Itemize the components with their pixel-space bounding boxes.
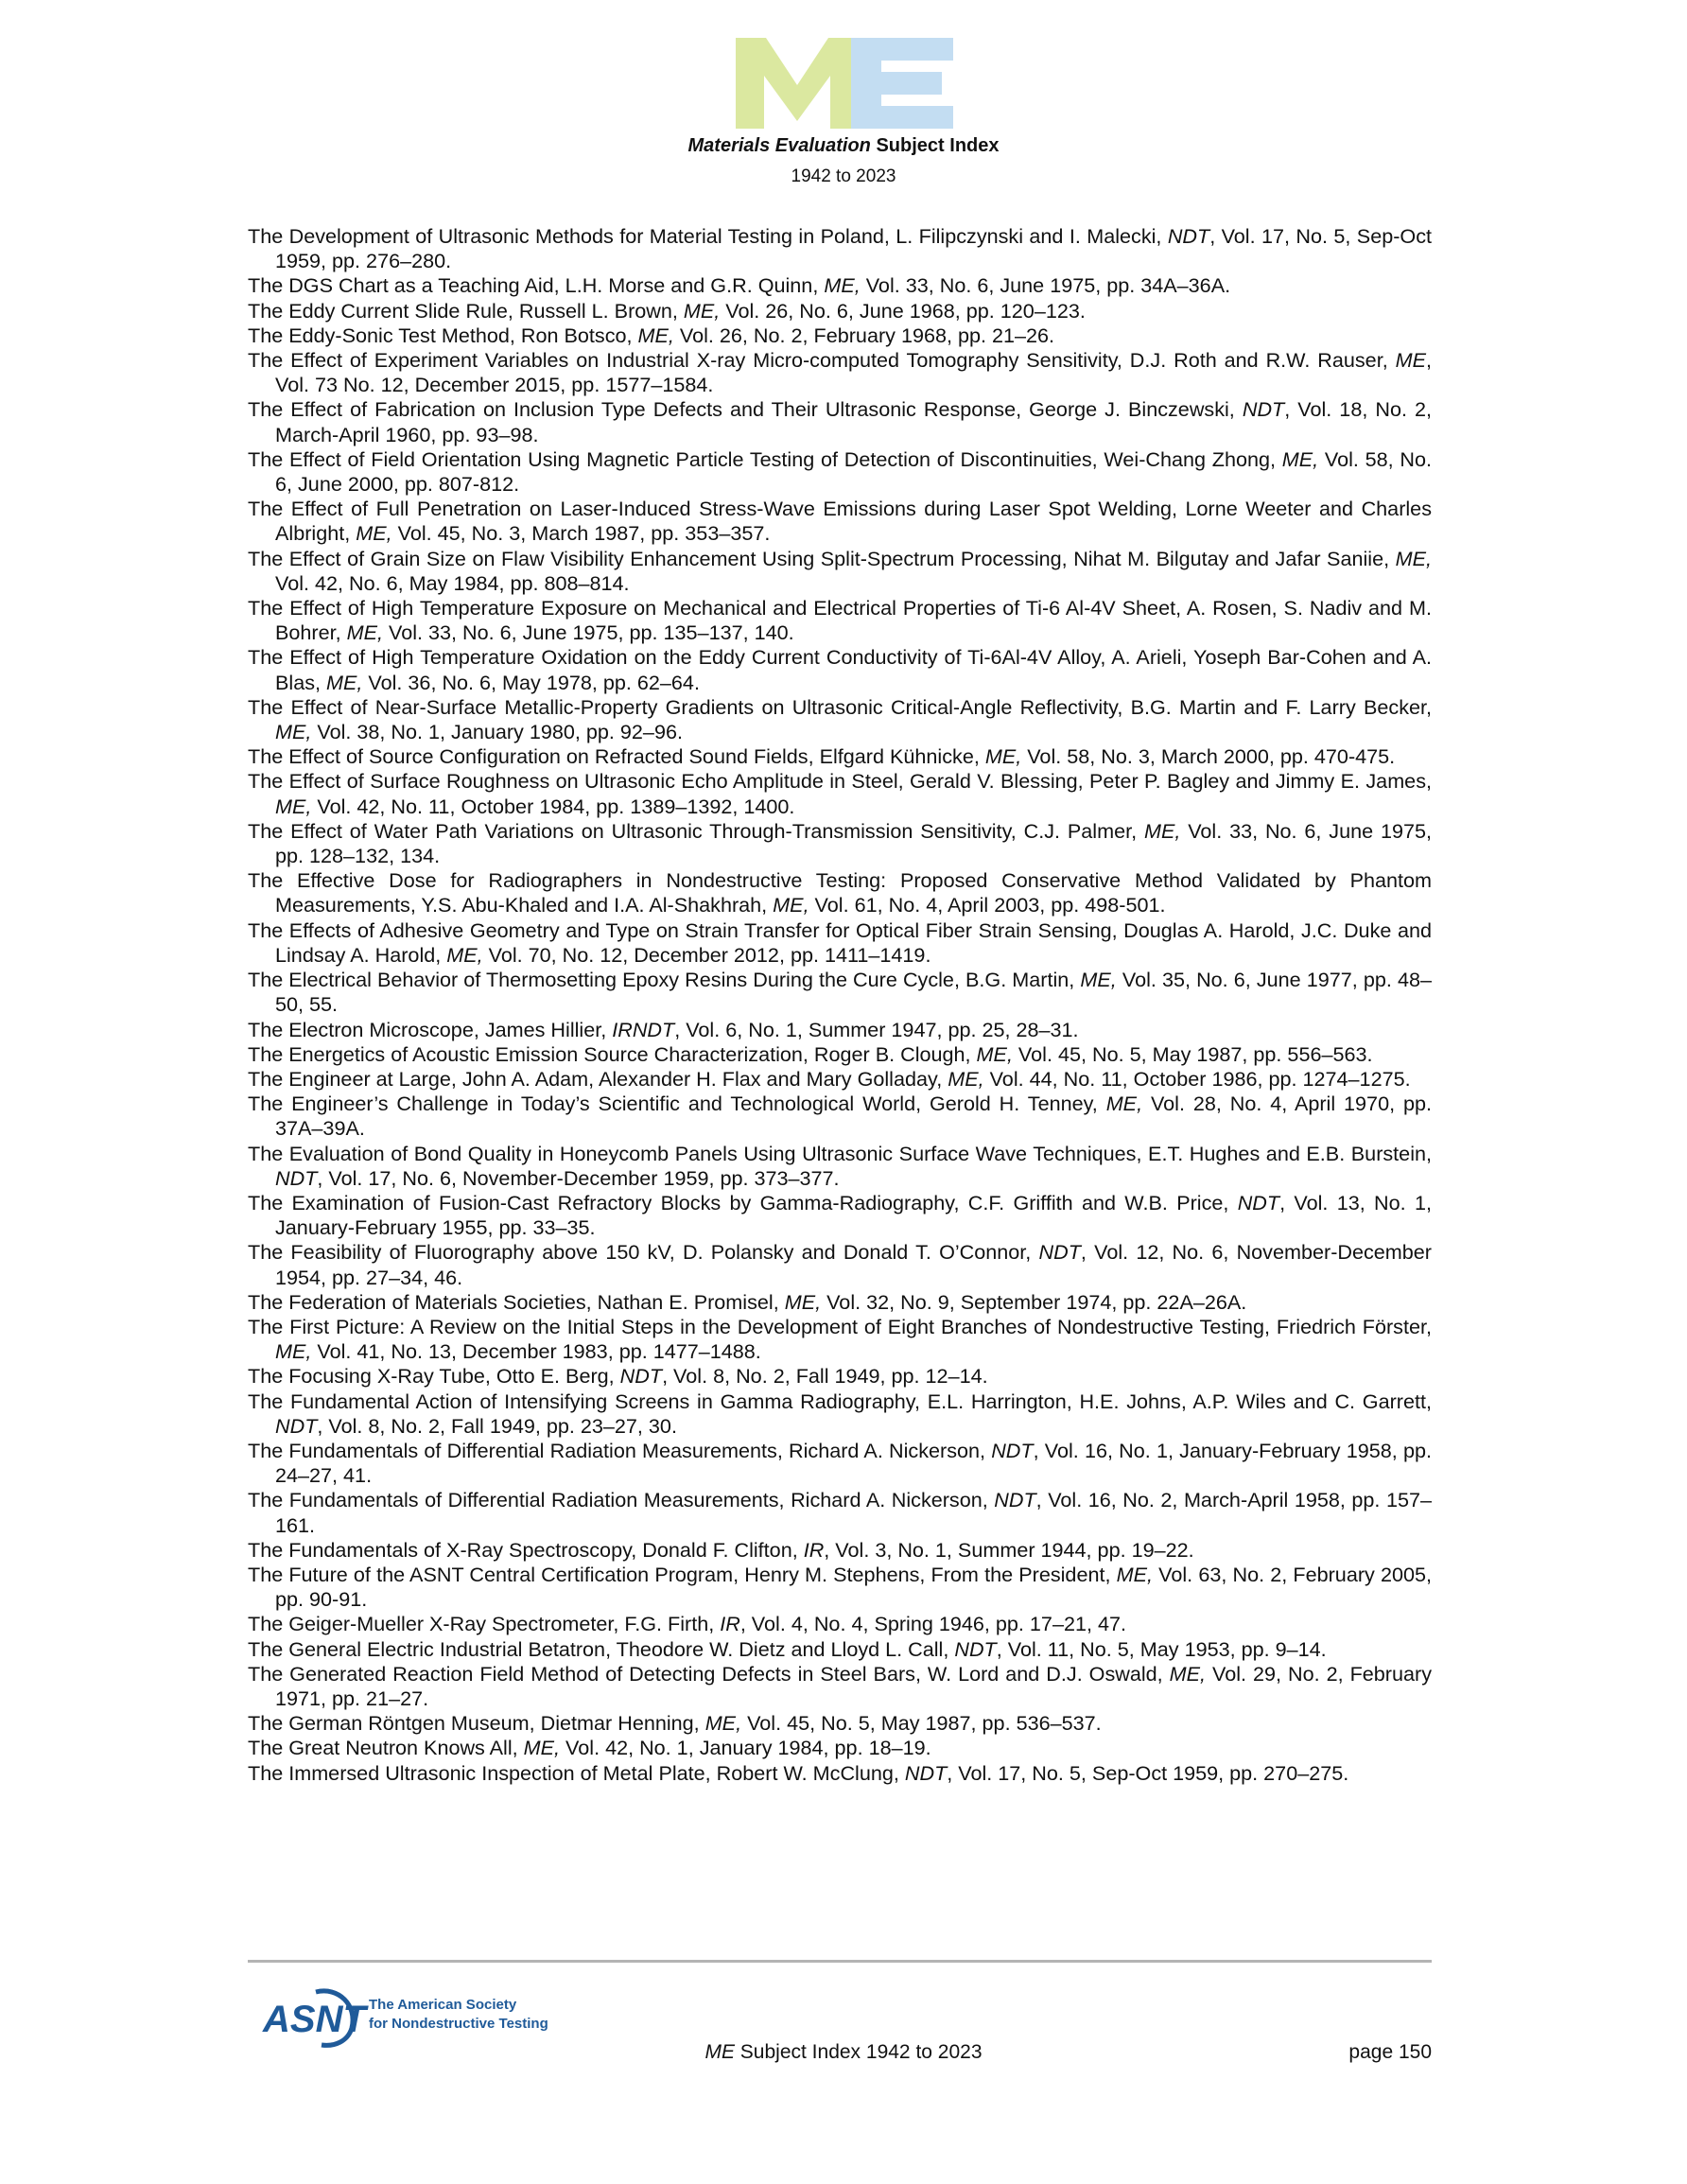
index-entry (248, 1364, 1432, 1389)
entry-title-authors: The Eddy Current Slide Rule, Russell L. Brown, (248, 298, 684, 323)
entry-details: Vol. 32, No. 9, September 1974, pp. 22A–26A. (821, 1289, 1247, 1314)
index-entry (248, 868, 1432, 917)
entry-title-authors: The Effect of High Temperature Exposure on Mechanical and Electrical Properties of Ti-6 Al-4V Sheet, A. Rosen, S. Nadiv and M. Bohrer, (248, 596, 1432, 645)
entry-title-authors: The Great Neutron Knows All, (248, 1736, 524, 1760)
entry-publication: ME, (1105, 1092, 1143, 1116)
entry-title-authors: The Effect of Near-Surface Metallic-Property Gradients on Ultrasonic Critical-Angle Reflectivity, B.G. Martin and F. Larry Becker, (248, 694, 1432, 719)
entry-publication: NDT (1242, 397, 1285, 422)
index-entry (248, 968, 1432, 1017)
entry-title-authors: The Fundamentals of Differential Radiation Measurements, Richard A. Nickerson, (248, 1488, 995, 1512)
index-entry (248, 224, 1432, 273)
entry-details: , Vol. 16, No. 2, March-April 1958, pp. 157–161. (275, 1488, 1432, 1537)
index-entry (248, 547, 1432, 596)
footer-title (0, 2041, 1687, 2064)
index-entry (248, 1612, 1432, 1636)
entry-details: Vol. 61, No. 4, April 2003, pp. 498-501. (809, 893, 1166, 917)
index-entry (248, 1538, 1432, 1563)
index-entry (248, 1092, 1432, 1141)
entry-publication: ME, (1116, 1562, 1154, 1586)
index-entry (248, 1142, 1432, 1191)
entry-details: Vol. 38, No. 1, January 1980, pp. 92–96. (311, 720, 683, 744)
entry-title-authors: The Geiger-Mueller X-Ray Spectrometer, F.G. Firth, (248, 1612, 721, 1636)
entry-publication: NDT (1038, 1240, 1081, 1265)
entry-title-authors: The Evaluation of Bond Quality in Honeycomb Panels Using Ultrasonic Surface Wave Techniques, E.T. Hughes and E.B. Burstein, (248, 1141, 1432, 1165)
me-logo (736, 38, 953, 129)
entry-details: Vol. 58, No. 3, March 2000, pp. 470-475. (1021, 744, 1396, 769)
entry-details: Vol. 28, No. 4, April 1970, pp. 37A–39A. (275, 1092, 1432, 1141)
entry-publication: ME, (1143, 818, 1181, 843)
entry-publication: IR (803, 1537, 825, 1562)
footer-title-rest: Subject Index 1942 to 2023 (734, 2041, 983, 2063)
entry-title-authors: The Engineer’s Challenge in Today’s Scientific and Technological World, Gerold H. Tenney, (248, 1092, 1106, 1116)
asnt-logo-line2: for Nondestructive Testing (369, 2016, 548, 2032)
entry-title-authors: The Future of the ASNT Central Certification Program, Henry M. Stephens, From the President, (248, 1562, 1117, 1586)
entry-title-authors: The Generated Reaction Field Method of Detecting Defects in Steel Bars, W. Lord and D.J. Oswald, (248, 1661, 1170, 1686)
entry-publication: ME, (1080, 968, 1117, 992)
index-entry (248, 1191, 1432, 1240)
entry-publication: NDT (1167, 224, 1210, 248)
entry-details: , Vol. 8, No. 2, Fall 1949, pp. 12–14. (662, 1364, 988, 1389)
entry-title-authors: The Federation of Materials Societies, Nathan E. Promisel, (248, 1289, 785, 1314)
header-title (0, 135, 1687, 157)
index-entry (248, 645, 1432, 694)
entry-title-authors: The Effect of Fabrication on Inclusion Type Defects and Their Ultrasonic Response, George J. Binczewski, (248, 397, 1243, 422)
entry-publication: ME, (683, 298, 721, 323)
entry-details: Vol. 41, No. 13, December 1983, pp. 1477–1488. (311, 1339, 761, 1364)
entry-title-authors: The Effect of Source Configuration on Refracted Sound Fields, Elfgard Kühnicke, (248, 744, 985, 769)
index-entry (248, 397, 1432, 446)
entry-title-authors: The Eddy-Sonic Test Method, Ron Botsco, (248, 323, 638, 347)
entry-title-authors: The DGS Chart as a Teaching Aid, L.H. Morse and G.R. Quinn, (248, 273, 825, 298)
entry-title-authors: The Effect of Field Orientation Using Magnetic Particle Testing of Detection of Discontinuities, Wei-Chang Zhong, (248, 446, 1282, 471)
entry-title-authors: The General Electric Industrial Betatron, Theodore W. Dietz and Lloyd L. Call, (248, 1636, 955, 1661)
entry-publication: ME, (984, 744, 1022, 769)
entry-title-authors: The Effect of Grain Size on Flaw Visibility Enhancement Using Split-Spectrum Processing, Nihat M. Bilgutay and Jafar Saniie, (248, 546, 1396, 570)
entry-publication: NDT (994, 1488, 1036, 1512)
entry-publication: NDT (991, 1438, 1034, 1462)
index-entry (248, 1662, 1432, 1711)
entry-title-authors: The Effect of Full Penetration on Laser-Induced Stress-Wave Emissions during Laser Spot Welding, Lorne Weeter and Charles Albright, (248, 497, 1432, 546)
entry-details: , Vol. 18, No. 2, March-April 1960, pp. 93–98. (275, 397, 1432, 446)
entry-publication: ME, (976, 1041, 1013, 1066)
index-entry (248, 596, 1432, 645)
index-entry (248, 323, 1432, 348)
entry-details: , Vol. 17, No. 6, November-December 1959, pp. 373–377. (317, 1165, 840, 1190)
entry-title-authors: The Engineer at Large, John A. Adam, Alexander H. Flax and Mary Golladay, (248, 1066, 948, 1091)
entry-details: Vol. 33, No. 6, June 1975, pp. 128–132, 134. (275, 818, 1432, 868)
index-entry (248, 1315, 1432, 1364)
index-entry (248, 1761, 1432, 1786)
entry-publication: ME, (275, 794, 312, 818)
entry-title-authors: The Focusing X-Ray Tube, Otto E. Berg, (248, 1364, 620, 1389)
entry-details: Vol. 45, No. 3, March 1987, pp. 353–357. (391, 521, 771, 546)
entry-details: , Vol. 17, No. 5, Sep-Oct 1959, pp. 270–275. (947, 1760, 1349, 1785)
entry-details: , Vol. 13, No. 1, January-February 1955, pp. 33–35. (275, 1190, 1432, 1240)
index-entry (248, 1736, 1432, 1760)
me-logo-e (851, 38, 953, 129)
asnt-logo-mark: ASNT (263, 1999, 366, 2040)
entry-title-authors: The Effect of Experiment Variables on Industrial X-ray Micro-computed Tomography Sensitivity, D.J. Roth and R.W. Rauser, (248, 348, 1396, 373)
entry-publication: ME, (637, 323, 674, 347)
entry-title-authors: The Effect of High Temperature Oxidation on the Eddy Current Conductivity of Ti-6Al-4V Alloy, A. Arieli, Yoseph Bar-Cohen and A. Blas, (248, 645, 1432, 694)
index-entry (248, 1042, 1432, 1067)
entry-details: Vol. 44, No. 11, October 1986, pp. 1274–1275. (983, 1066, 1411, 1091)
entry-title-authors: The Development of Ultrasonic Methods for Material Testing in Poland, L. Filipczynski and I. Malecki, (248, 224, 1168, 248)
entry-details: , Vol. 16, No. 1, January-February 1958, pp. 24–27, 41. (275, 1438, 1432, 1488)
header-title-rest: Subject Index (870, 135, 1000, 156)
entry-details: , Vol. 17, No. 5, Sep-Oct 1959, pp. 276–280. (275, 224, 1433, 273)
entry-publication: ME, (773, 893, 809, 917)
entry-publication: ME, (824, 273, 861, 298)
entry-details: Vol. 63, No. 2, February 2005, pp. 90-91. (275, 1562, 1432, 1612)
me-logo-m (736, 38, 859, 129)
entry-title-authors: The Effective Dose for Radiographers in Nondestructive Testing: Proposed Conservative Method Validated by Phantom Measurements, Y.S. Abu-Khaled and I.A. Al-Shakhrah, (248, 868, 1432, 917)
entry-publication: ME, (704, 1711, 742, 1736)
entry-publication: ME, (356, 521, 392, 546)
index-entry (248, 769, 1432, 818)
index-entry (248, 695, 1432, 744)
index-entry (248, 1711, 1432, 1736)
entry-title-authors: The Fundamental Action of Intensifying Screens in Gamma Radiography, E.L. Harrington, H.E. Johns, A.P. Wiles and C. Garrett, (248, 1389, 1432, 1413)
entry-title-authors: The First Picture: A Review on the Initial Steps in the Development of Eight Branches of Nondestructive Testing, Friedrich Förster, (248, 1314, 1432, 1338)
footer-divider (248, 1960, 1432, 1963)
entry-details: Vol. 26, No. 2, February 1968, pp. 21–26. (673, 323, 1055, 347)
entry-title-authors: The Effects of Adhesive Geometry and Type on Strain Transfer for Optical Fiber Strain Sensing, Douglas A. Harold, J.C. Duke and Lindsay A. Harold, (248, 917, 1432, 967)
index-entry (248, 744, 1432, 769)
entry-publication: ME, (523, 1736, 561, 1760)
entry-publication: ME (1395, 348, 1426, 373)
entry-publication: ME, (1281, 446, 1319, 471)
index-entry (248, 819, 1432, 868)
index-entry (248, 1439, 1432, 1488)
entry-details: Vol. 45, No. 5, May 1987, pp. 556–563. (1012, 1041, 1373, 1066)
entry-title-authors: The Fundamentals of Differential Radiation Measurements, Richard A. Nickerson, (248, 1438, 992, 1462)
entry-title-authors: The Immersed Ultrasonic Inspection of Metal Plate, Robert W. McClung, (248, 1760, 905, 1785)
entry-details: Vol. 29, No. 2, February 1971, pp. 21–27. (275, 1661, 1432, 1710)
entry-details: Vol. 42, No. 11, October 1984, pp. 1389–1392, 1400. (311, 794, 795, 818)
entry-details: Vol. 42, No. 1, January 1984, pp. 18–19. (560, 1736, 931, 1760)
index-entry (248, 1488, 1432, 1537)
entry-publication: ME, (1395, 546, 1432, 570)
index-entry (248, 1563, 1432, 1612)
entry-publication: ME, (446, 942, 483, 967)
index-entry (248, 1067, 1432, 1092)
entry-details: Vol. 33, No. 6, June 1975, pp. 34A–36A. (860, 273, 1231, 298)
entry-details: , Vol. 6, No. 1, Summer 1947, pp. 25, 28–31. (674, 1017, 1079, 1041)
entry-title-authors: The Effect of Surface Roughness on Ultrasonic Echo Amplitude in Steel, Gerald V. Blessing, Peter P. Bagley and Jimmy E. James, (248, 769, 1432, 794)
index-entry (248, 1637, 1432, 1662)
entry-details: Vol. 36, No. 6, May 1978, pp. 62–64. (362, 670, 700, 694)
index-entry (248, 299, 1432, 323)
entry-publication: ME, (275, 1339, 312, 1364)
entry-details: Vol. 33, No. 6, June 1975, pp. 135–137, 140. (383, 620, 794, 645)
entry-title-authors: The Feasibility of Fluorography above 150 kV, D. Polansky and Donald T. O’Connor, (248, 1240, 1039, 1265)
entry-title-authors: The Electron Microscope, James Hillier, (248, 1017, 613, 1041)
entry-title-authors: The Effect of Water Path Variations on Ultrasonic Through-Transmission Sensitivity, C.J. Palmer, (248, 818, 1144, 843)
entry-publication: NDT (954, 1636, 997, 1661)
entry-details: , Vol. 3, No. 1, Summer 1944, pp. 19–22. (824, 1537, 1194, 1562)
entry-title-authors: The Energetics of Acoustic Emission Source Characterization, Roger B. Clough, (248, 1041, 977, 1066)
entry-publication: NDT (275, 1413, 318, 1438)
entry-details: , Vol. 4, No. 4, Spring 1946, pp. 17–21, 47. (739, 1612, 1126, 1636)
entry-details: , Vol. 12, No. 6, November-December 1954, pp. 27–34, 46. (275, 1240, 1432, 1289)
entry-publication: ME, (275, 720, 312, 744)
entry-details: Vol. 26, No. 6, June 1968, pp. 120–123. (720, 298, 1086, 323)
index-entry (248, 497, 1432, 546)
entry-details: , Vol. 11, No. 5, May 1953, pp. 9–14. (996, 1636, 1327, 1661)
header-title-italic: Materials Evaluation (687, 135, 871, 156)
index-entry (248, 273, 1432, 298)
asnt-logo (259, 1984, 548, 2049)
entry-publication: NDT (619, 1364, 663, 1389)
page-number: page 150 (1348, 2041, 1432, 2063)
entry-details: Vol. 70, No. 12, December 2012, pp. 1411–1419. (482, 942, 931, 967)
index-entry (248, 1018, 1432, 1042)
index-entries (248, 224, 1432, 1786)
entry-details: Vol. 45, No. 5, May 1987, pp. 536–537. (741, 1711, 1102, 1736)
entry-details: Vol. 35, No. 6, June 1977, pp. 48–50, 55. (275, 968, 1432, 1017)
index-entry (248, 1240, 1432, 1289)
entry-details: , Vol. 8, No. 2, Fall 1949, pp. 23–27, 30. (317, 1413, 677, 1438)
index-entry (248, 348, 1432, 397)
entry-publication: NDT (904, 1760, 948, 1785)
entry-publication: ME, (326, 670, 363, 694)
asnt-logo-line1: The American Society (369, 1997, 517, 2013)
footer-title-italic: ME (704, 2041, 735, 2063)
entry-details: , Vol. 73 No. 12, December 2015, pp. 1577–1584. (275, 348, 1432, 397)
entry-publication: ME, (346, 620, 384, 645)
entry-title-authors: The Fundamentals of X-Ray Spectroscopy, Donald F. Clifton, (248, 1537, 804, 1562)
entry-publication: ME, (948, 1066, 984, 1091)
entry-publication: IR (720, 1612, 740, 1636)
header-years: 1942 to 2023 (791, 166, 896, 186)
entry-publication: NDT (1237, 1190, 1280, 1214)
index-entry (248, 1290, 1432, 1315)
index-entry (248, 447, 1432, 497)
entry-title-authors: The Examination of Fusion-Cast Refractory Blocks by Gamma-Radiography, C.F. Griffith and W.B. Price, (248, 1190, 1238, 1214)
entry-title-authors: The Electrical Behavior of Thermosetting Epoxy Resins During the Cure Cycle, B.G. Martin, (248, 968, 1081, 992)
entry-details: Vol. 42, No. 6, May 1984, pp. 808–814. (275, 570, 630, 595)
index-entry (248, 918, 1432, 968)
entry-publication: ME, (784, 1289, 822, 1314)
entry-publication: NDT (275, 1165, 318, 1190)
entry-publication: ME, (1169, 1661, 1207, 1686)
entry-publication: IRNDT (612, 1017, 675, 1041)
entry-title-authors: The German Röntgen Museum, Dietmar Henning, (248, 1711, 705, 1736)
index-entry (248, 1389, 1432, 1439)
entry-details: Vol. 58, No. 6, June 2000, pp. 807-812. (275, 446, 1432, 497)
